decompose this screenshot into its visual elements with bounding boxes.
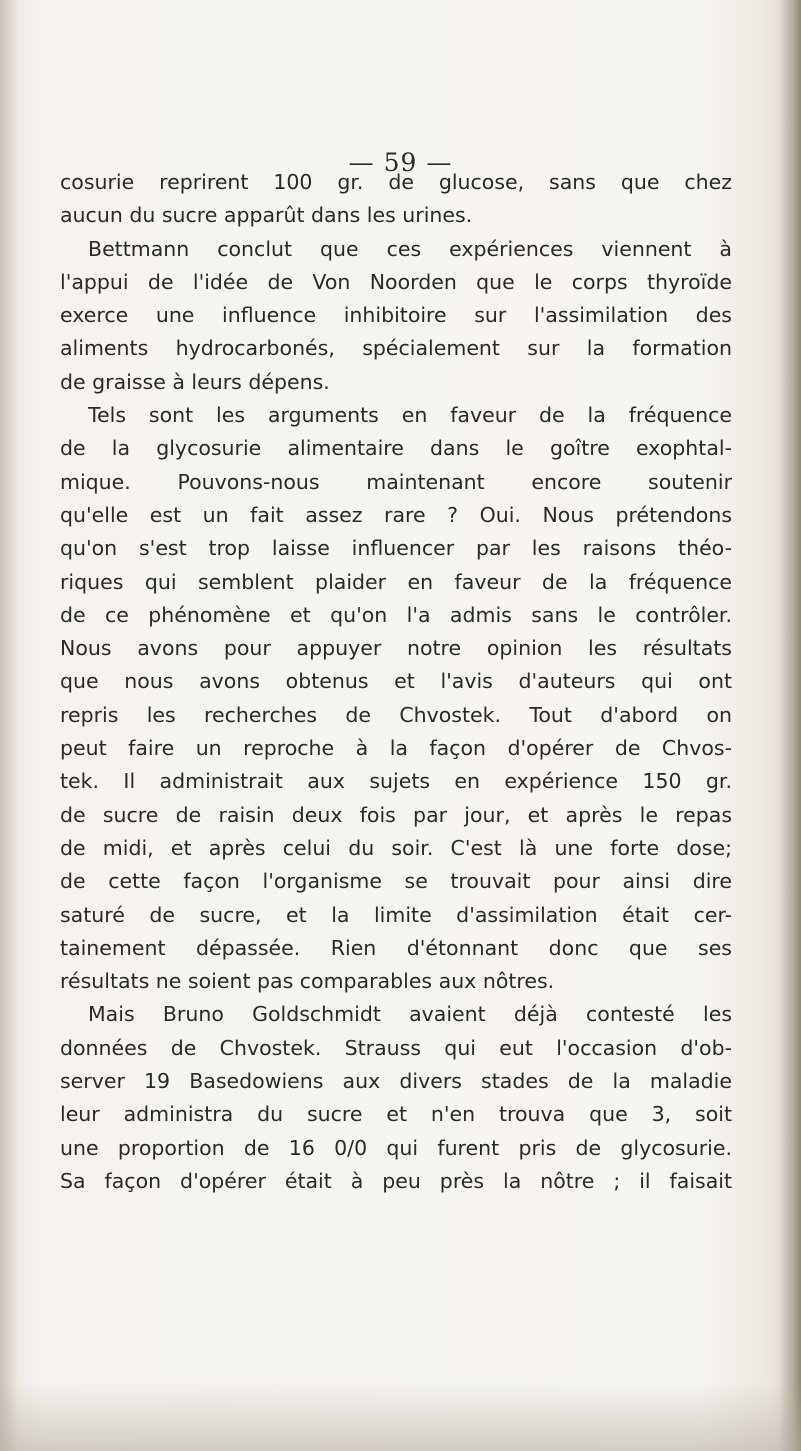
text-line: résultats ne soient pas comparables aux nôtres.	[60, 969, 555, 994]
text-line: de la glycosurie alimentaire dans le goître exophtal-	[60, 436, 732, 461]
text-line: cosurie reprirent 100 gr. de glucose, sans que chez	[60, 170, 732, 194]
text-line: riques qui semblent plaider en faveur de la fréquence	[60, 569, 732, 594]
page-gutter-shadow	[0, 0, 18, 1451]
text-line: que nous avons obtenus et l'avis d'auteurs qui ont	[60, 669, 732, 694]
text-line: repris les recherches de Chvostek. Tout d'abord on	[60, 702, 732, 727]
body-text	[60, 166, 732, 1198]
text-line: exerce une influence inhibitoire sur l'assimilation des	[60, 303, 732, 328]
page-number: — 59 —	[348, 148, 453, 177]
text-line: saturé de sucre, et la limite d'assimilation était cer-	[60, 902, 732, 927]
text-line: de sucre de raisin deux fois par jour, et après le repas	[60, 802, 732, 827]
text-line: de ce phénomène et qu'on l'a admis sans le contrôler.	[60, 602, 732, 627]
text-line: leur administra du sucre et n'en trouva que 3, soit	[60, 1102, 732, 1127]
text-line: une proportion de 16 0/0 qui furent pris de glycosurie.	[60, 1135, 732, 1160]
text-line: mique. Pouvons-nous maintenant encore soutenir	[60, 469, 732, 494]
text-line: server 19 Basedowiens aux divers stades de la maladie	[60, 1069, 732, 1094]
text-line: de graisse à leurs dépens.	[60, 369, 330, 394]
text-line: peut faire un reproche à la façon d'opérer de Chvos-	[60, 736, 732, 761]
text-line: aliments hydrocarbonés, spécialement sur la formation	[60, 336, 732, 361]
page-bottom-shadow	[0, 1381, 801, 1451]
text-line: de midi, et après celui du soir. C'est là une forte dose;	[60, 835, 732, 860]
text-line: qu'elle est un fait assez rare ? Oui. Nous prétendons	[60, 502, 732, 527]
text-line: Bettmann conclut que ces expériences viennent à	[88, 236, 732, 261]
text-line: de cette façon l'organisme se trouvait pour ainsi dire	[60, 869, 732, 894]
text-line: qu'on s'est trop laisse influencer par les raisons théo-	[60, 536, 732, 561]
text-line: l'appui de l'idée de Von Noorden que le corps thyroïde	[60, 269, 732, 294]
text-line: Nous avons pour appuyer notre opinion les résultats	[60, 636, 732, 661]
text-line: Mais Bruno Goldschmidt avaient déjà contesté les	[88, 1002, 732, 1027]
text-line: aucun du sucre apparût dans les urines.	[60, 203, 473, 228]
text-line: tek. Il administrait aux sujets en expérience 150 gr.	[60, 769, 732, 794]
text-line: Sa façon d'opérer était à peu près la nôtre ; il faisait	[60, 1168, 732, 1193]
text-line: Tels sont les arguments en faveur de la fréquence	[88, 403, 732, 428]
page-edge	[779, 0, 801, 1451]
text-line: données de Chvostek. Strauss qui eut l'occasion d'ob-	[60, 1035, 732, 1060]
text-line: tainement dépassée. Rien d'étonnant donc que ses	[60, 935, 732, 960]
